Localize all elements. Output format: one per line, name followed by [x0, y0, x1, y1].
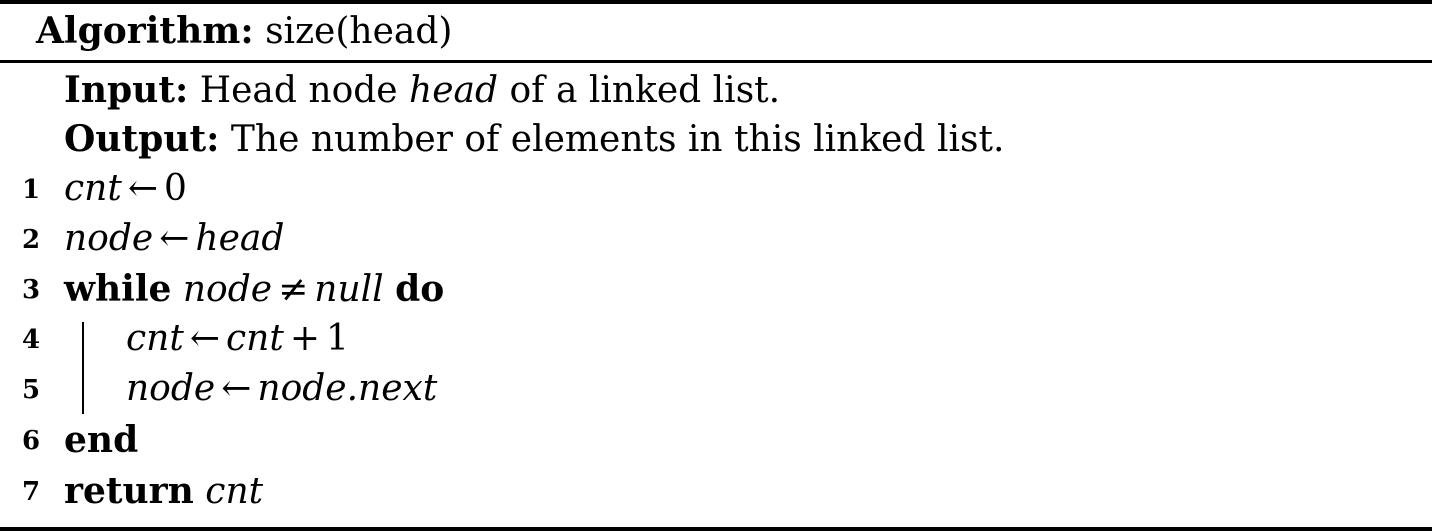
line-number: 4	[22, 325, 41, 355]
bottom-rule	[0, 527, 1432, 531]
code-line-6	[64, 415, 138, 465]
not-equal-sign: ≠	[278, 269, 309, 310]
assign-arrow: ←	[159, 218, 190, 259]
line-number: 5	[22, 375, 41, 405]
code-line-7	[64, 466, 263, 516]
code-value: 0	[164, 168, 187, 209]
code-var: node	[64, 218, 154, 259]
code-var: node	[126, 368, 216, 409]
input-text-after: of a linked list.	[509, 70, 781, 111]
assign-arrow: ←	[189, 318, 220, 359]
code-line-5	[126, 364, 437, 414]
output-line	[64, 114, 1004, 164]
assign-arrow: ←	[221, 368, 252, 409]
input-var: head	[409, 70, 499, 111]
keyword-do: do	[395, 268, 445, 310]
code-value: 1	[326, 318, 349, 359]
code-var: head	[195, 218, 285, 259]
caption-label: Algorithm:	[36, 10, 254, 52]
output-text: The number of elements in this linked list.	[230, 119, 1005, 160]
caption-name: size(head)	[265, 11, 453, 52]
code-line-3	[64, 264, 444, 314]
code-var: null	[314, 269, 384, 310]
code-var: node	[182, 269, 273, 310]
code-line-1	[64, 164, 187, 214]
code-var: node.next	[257, 368, 438, 409]
code-var: cnt	[64, 168, 122, 209]
line-number: 3	[22, 275, 41, 305]
code-line-2	[64, 214, 284, 264]
input-line	[64, 65, 780, 115]
input-label: Input:	[64, 69, 189, 111]
plus-sign: +	[289, 318, 320, 359]
top-rule	[0, 0, 1432, 4]
assign-arrow: ←	[127, 168, 158, 209]
line-number: 7	[22, 477, 41, 507]
code-line-4	[126, 314, 349, 364]
code-var: cnt	[205, 471, 264, 512]
algorithm-caption	[36, 6, 452, 56]
keyword-return: return	[64, 470, 194, 512]
code-var: cnt	[126, 318, 184, 359]
line-number: 2	[22, 225, 41, 255]
loop-body-bar	[82, 322, 84, 414]
output-label: Output:	[64, 118, 220, 160]
code-var: cnt	[226, 318, 284, 359]
input-text-before: Head node	[199, 70, 398, 111]
line-number: 1	[22, 175, 41, 205]
line-number: 6	[22, 426, 41, 456]
keyword-end: end	[64, 419, 139, 461]
caption-rule	[0, 60, 1432, 63]
keyword-while: while	[64, 268, 172, 310]
